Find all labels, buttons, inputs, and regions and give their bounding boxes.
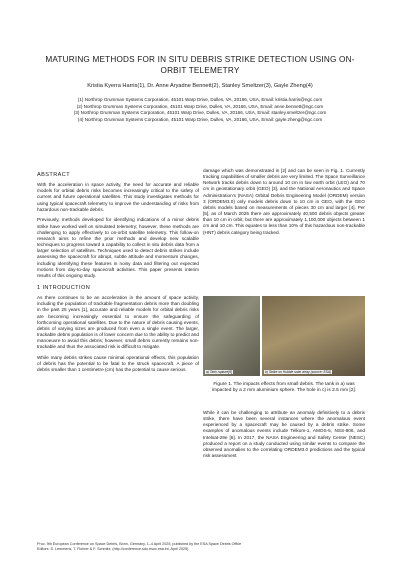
affiliation-3: (3) Northrop Grumman Systems Corporation, 45101 Warp Drive, Dulles, VA, 20166, USA, Email: stanley.smeltzer@ngc.com	[73, 110, 327, 116]
affiliation-4: (4) Northrop Grumman Systems Corporation, 45101 Warp Drive, Dulles, VA, 20166, USA, Email: gayle.zheng@ngc.com	[77, 116, 323, 122]
footer-editors: Editors: S. Lemmens, T. Flohrer & F. Schmitz, (http://conference.sdo.esoc.esa.int, April 2025)	[37, 547, 189, 551]
introduction-paragraph-2: While many debris strikes cause minimal operational effects, this population of debris has the potential to be fatal to the struck spacecraft. A piece of debris smaller than 1 centimetre (cm) has the potential to cause serious	[37, 355, 199, 373]
figure-1-caption: Figure 1. The impacts effects from small debris. The tank in a) was impacted by a 2 mm aluminium sphere. The hole in c) is 2.5 mm [2].	[211, 382, 357, 394]
left-column	[37, 172, 199, 378]
body-paragraph-anomalies: While it can be challenging to attribute an anomaly definitively to a debris strike, there have been several instances where the anomalous event experienced by a spacecraft may be caused by a debris strike. Some examples of anomalous events include Telkom-1, AMOS-5, NSS-806, and Intelsat-29e [6]. In 2017, the NASA Engineering and Safety Center (NESC) produced a report on a study conducted using similar events to compare the observed anomalies to the correlating ORDEM3.0 predictions and the typical risk assessment	[203, 410, 365, 459]
abstract-paragraph-2: Previously, methods developed for identifying indications of a minor debris strike have worked well on simulated telemetry; however, these methods are challenging to apply effectively to on-orbit satellite telemetry. This follow-on research aims to refine the prior methods and develop new scalable techniques to progress toward a capability to collect in situ debris data from a larger selection of satellites. Techniques used to detect debris strikes include assessing the spacecraft for abrupt, subtle attitude and momentum changes, including identifying these features in noisy data and filtering out expected motions from day-to-day spacecraft activities. This paper presents interim results of this ongoing study.	[37, 217, 199, 278]
right-column-top	[203, 168, 365, 240]
paper-title: MATURING METHODS FOR IN SITU DEBRIS STRIKE DETECTION USING ON-ORBIT TELEMETRY	[45, 55, 355, 75]
tank-rupture-photo	[203, 296, 260, 376]
author-list: Kristia Kyerra Harris(1), Dr. Anne Aryadne Bennett(2), Stanley Smeltzer(3), Gayle Zheng(4)	[87, 83, 313, 89]
abstract-heading: ABSTRACT	[37, 172, 71, 178]
affiliation-1: (1) Northrop Grumman Systems Corporation, 45101 Warp Drive, Dulles, VA, 20166, USA, Email: kristia.harris@ngc.com	[77, 97, 323, 102]
footer-proceedings: Proc. 9th European Conference on Space Debris, Bonn, Germany, 1–4 April 2025, published by the ESA Space Debris Office	[37, 542, 242, 546]
panel-a-caption: a) Tank rupture[6]	[206, 370, 232, 374]
introduction-heading: 1 INTRODUCTION	[37, 285, 91, 291]
figure-1	[203, 296, 365, 376]
affiliation-2: (2) Northrop Grumman Systems Corporation, 45101 Warp Drive, Dulles, VA, 20166, USA, Email: anne.bennett@ngc.com	[76, 103, 324, 109]
panel-b-caption: b) Strike on Hubble solar array (source: ESA)	[265, 370, 332, 374]
solar-array-strike-photo	[262, 296, 365, 376]
affiliations	[30, 97, 370, 123]
right-column-bottom	[203, 410, 365, 464]
page-footer	[37, 542, 367, 552]
abstract-paragraph-1: With the acceleration in space activity, the need for accurate and reliable models for orbital debris risks becomes increasingly critical to the safety of current and future operational satellites. This study investigates methods for using typical spacecraft telemetry to improve the understanding of risks from hazardous non-trackable debris.	[37, 182, 199, 212]
introduction-paragraph-1: As there continues to be an acceleration in the amount of space activity, including the population of trackable fragmentation debris more than doubling in the past 25 years [1], accurate and reliable models for orbital debris risks are becoming increasingly essential to ensure the safeguarding of forthcoming operational satellites. Due to the nature of debris causing events, debris of varying sizes are produced from even a single event. The larger, trackable debris population is of lower concern due to the ability to predict and manoeuvre to avoid this debris; however, small debris currently remains non-trackable and thus the associated risk is difficult to mitigate.	[37, 295, 199, 350]
body-paragraph-continued: damage which was demonstrated in [2] and can be seen in Fig. 1. Currently tracking capabilities of smaller debris are very limited. The Space Surveillance Network tracks debris down to around 10 cm in low earth orbit (LEO) and 70 cm in geostationary orbit (GEO) [3], and the National Aeronautics and Space Administration's (NASA) Orbital Debris Engineering Model (ORDEM) version 3 (ORDEM3.0) only models debris down to 10 cm in GEO, with the GEO debris models based on measurements of pieces 30 cm and larger [4]. Per [5], as of March 2025 there are approximately 40,500 debris objects greater than 10 cm in orbit, but there are approximately 1,100,000 objects between 1 cm and 10 cm. This equates to less than 10% of this hazardous non-trackable (HNT) debris category being tracked.	[203, 168, 365, 235]
